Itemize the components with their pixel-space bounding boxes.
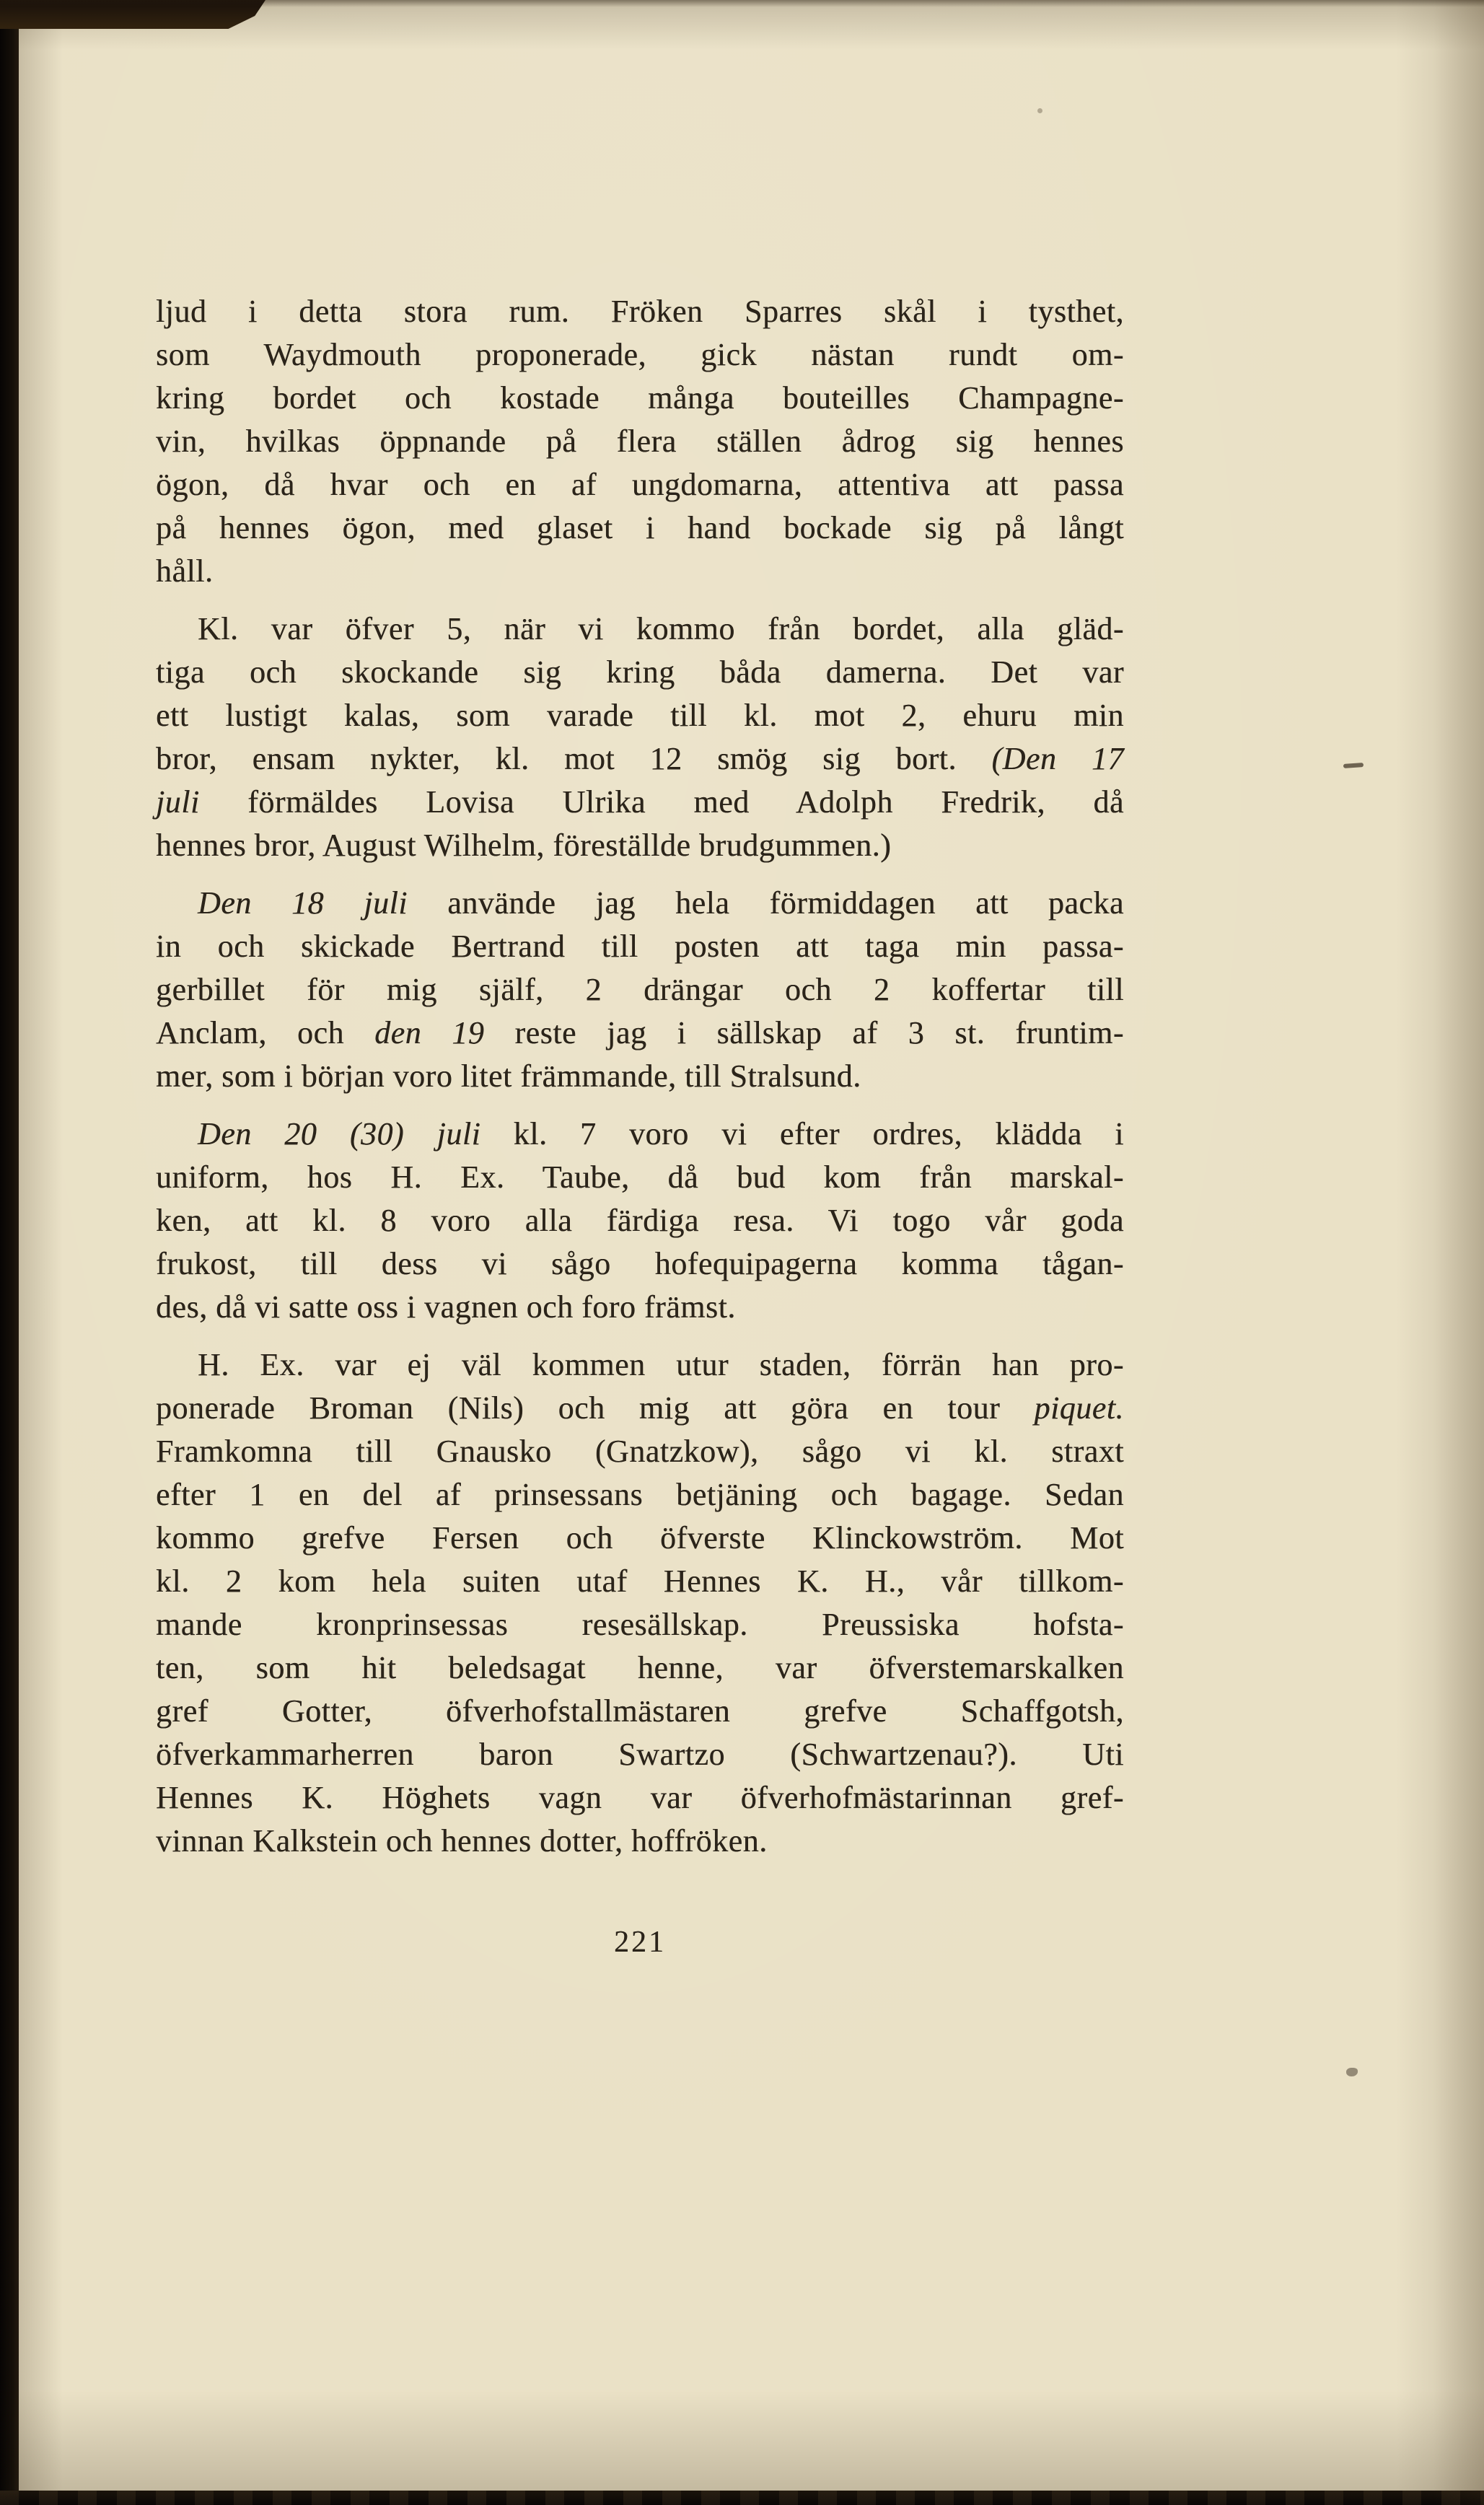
text-segment: bror, ensam nykter, kl. mot 12 smög sig bort. [156, 741, 992, 776]
text-line [156, 1517, 1124, 1560]
paragraph [156, 290, 1124, 593]
text-segment: uniform, hos H. Ex. Taube, då bud kom från marskal- [156, 1159, 1124, 1195]
text-segment: håll. [156, 553, 214, 589]
text-line [156, 1055, 1124, 1098]
text-line [156, 968, 1124, 1012]
text-segment: vinnan Kalkstein och hennes dotter, hoffröken. [156, 1823, 768, 1859]
text-line [156, 781, 1124, 824]
paragraph [156, 1113, 1124, 1329]
text-line [156, 1646, 1124, 1690]
italic-text-segment: Den 20 (30) juli [198, 1116, 481, 1151]
text-segment: hennes bror, August Wilhelm, föreställde brudgummen.) [156, 828, 892, 863]
text-line [156, 824, 1124, 867]
text-block [156, 290, 1124, 1877]
text-line [156, 1473, 1124, 1517]
scan-artifact [1037, 108, 1042, 113]
text-segment: ponerade Broman (Nils) och mig att göra en tour [156, 1390, 1035, 1426]
text-line [156, 651, 1124, 694]
scan-top-shadow [0, 0, 1484, 7]
text-segment: Kl. var öfver 5, när vi kommo från bordet, alla gläd- [198, 611, 1124, 646]
text-segment: Hennes K. Höghets vagn var öfverhofmästarinnan gref- [156, 1780, 1124, 1815]
page-edge-shadow [1433, 0, 1484, 2505]
text-segment: ögon, då hvar och en af ungdomarna, attentiva att passa [156, 467, 1124, 502]
text-segment: efter 1 en del af prinsessans betjäning och bagage. Sedan [156, 1477, 1124, 1512]
text-segment: förmäldes Lovisa Ulrika med Adolph Fredrik, då [199, 784, 1124, 820]
text-line [156, 506, 1124, 550]
text-segment: des, då vi satte oss i vagnen och foro främst. [156, 1289, 736, 1325]
text-segment: kring bordet och kostade många bouteilles Champagne- [156, 380, 1124, 416]
text-segment: reste jag i sällskap af 3 st. fruntim- [484, 1015, 1125, 1050]
text-line [156, 1199, 1124, 1242]
text-segment: mer, som i början voro litet främmande, till Stralsund. [156, 1058, 861, 1094]
scan-edge-left [0, 0, 19, 2505]
text-segment: kl. 7 voro vi efter ordres, klädda i [480, 1116, 1124, 1151]
text-line [156, 1690, 1124, 1733]
paragraph [156, 882, 1124, 1098]
text-segment: H. Ex. var ej väl kommen utur staden, förrän han pro- [198, 1347, 1124, 1382]
text-segment: använde jag hela förmiddagen att packa [407, 885, 1124, 921]
text-line [156, 1820, 1124, 1863]
text-line [156, 1242, 1124, 1286]
text-segment: kommo grefve Fersen och öfverste Klinckowström. Mot [156, 1520, 1124, 1556]
text-line [156, 694, 1124, 737]
text-line [156, 463, 1124, 506]
text-line [156, 333, 1124, 377]
italic-text-segment: den 19 [374, 1015, 485, 1050]
italic-text-segment: juli [156, 784, 200, 820]
text-line [156, 377, 1124, 420]
text-line [156, 1733, 1124, 1776]
text-line [156, 1343, 1124, 1387]
text-line [156, 1156, 1124, 1199]
italic-text-segment: piquet. [1034, 1390, 1124, 1426]
text-line [156, 1286, 1124, 1329]
text-line [156, 290, 1124, 333]
paragraph [156, 607, 1124, 867]
text-line [156, 607, 1124, 651]
text-segment: mande kronprinsessas resesällskap. Preussiska hofsta- [156, 1607, 1124, 1642]
text-segment: ken, att kl. 8 voro alla färdiga resa. Vi togo vår goda [156, 1203, 1124, 1238]
paper-page [19, 0, 1484, 2491]
text-segment: Anclam, och [156, 1015, 375, 1050]
text-line [156, 925, 1124, 968]
text-line [156, 1560, 1124, 1603]
paragraph [156, 1343, 1124, 1863]
text-segment: öfverkammarherren baron Swartzo (Schwartzenau?). Uti [156, 1737, 1124, 1772]
text-segment: ett lustigt kalas, som varade till kl. mot 2, ehuru min [156, 698, 1124, 733]
text-line [156, 737, 1124, 781]
text-segment: gerbillet för mig själf, 2 drängar och 2 koffertar till [156, 972, 1124, 1007]
text-segment: ljud i detta stora rum. Fröken Sparres skål i tysthet, [156, 294, 1124, 329]
text-segment: vin, hvilkas öppnande på flera ställen ådrog sig hennes [156, 424, 1124, 459]
text-line [156, 1430, 1124, 1473]
text-segment: kl. 2 kom hela suiten utaf Hennes K. H., vår tillkom- [156, 1563, 1124, 1599]
text-segment: som Waydmouth proponerade, gick nästan rundt om- [156, 337, 1124, 372]
text-segment: på hennes ögon, med glaset i hand bockade sig på långt [156, 510, 1124, 545]
text-line [156, 1113, 1124, 1156]
text-segment: Framkomna till Gnausko (Gnatzkow), sågo vi kl. straxt [156, 1434, 1124, 1469]
text-line [156, 550, 1124, 593]
italic-text-segment: Den 18 juli [198, 885, 408, 921]
text-line [156, 1387, 1124, 1430]
text-line [156, 420, 1124, 463]
page-number: 221 [614, 1926, 666, 1959]
text-segment: gref Gotter, öfverhofstallmästaren grefve Schaffgotsh, [156, 1693, 1124, 1729]
text-segment: tiga och skockande sig kring båda damerna. Det var [156, 654, 1124, 690]
text-line [156, 1012, 1124, 1055]
text-line [156, 1776, 1124, 1820]
text-line [156, 1603, 1124, 1646]
text-segment: frukost, till dess vi sågo hofequipagerna komma tågan- [156, 1246, 1124, 1281]
text-segment: in och skickade Bertrand till posten att taga min passa- [156, 929, 1124, 964]
scan-edge-bottom [0, 2491, 1484, 2505]
text-line [156, 882, 1124, 925]
text-segment: ten, som hit beledsagat henne, var öfverstemarskalken [156, 1650, 1124, 1685]
italic-text-segment: (Den 17 [991, 741, 1124, 776]
